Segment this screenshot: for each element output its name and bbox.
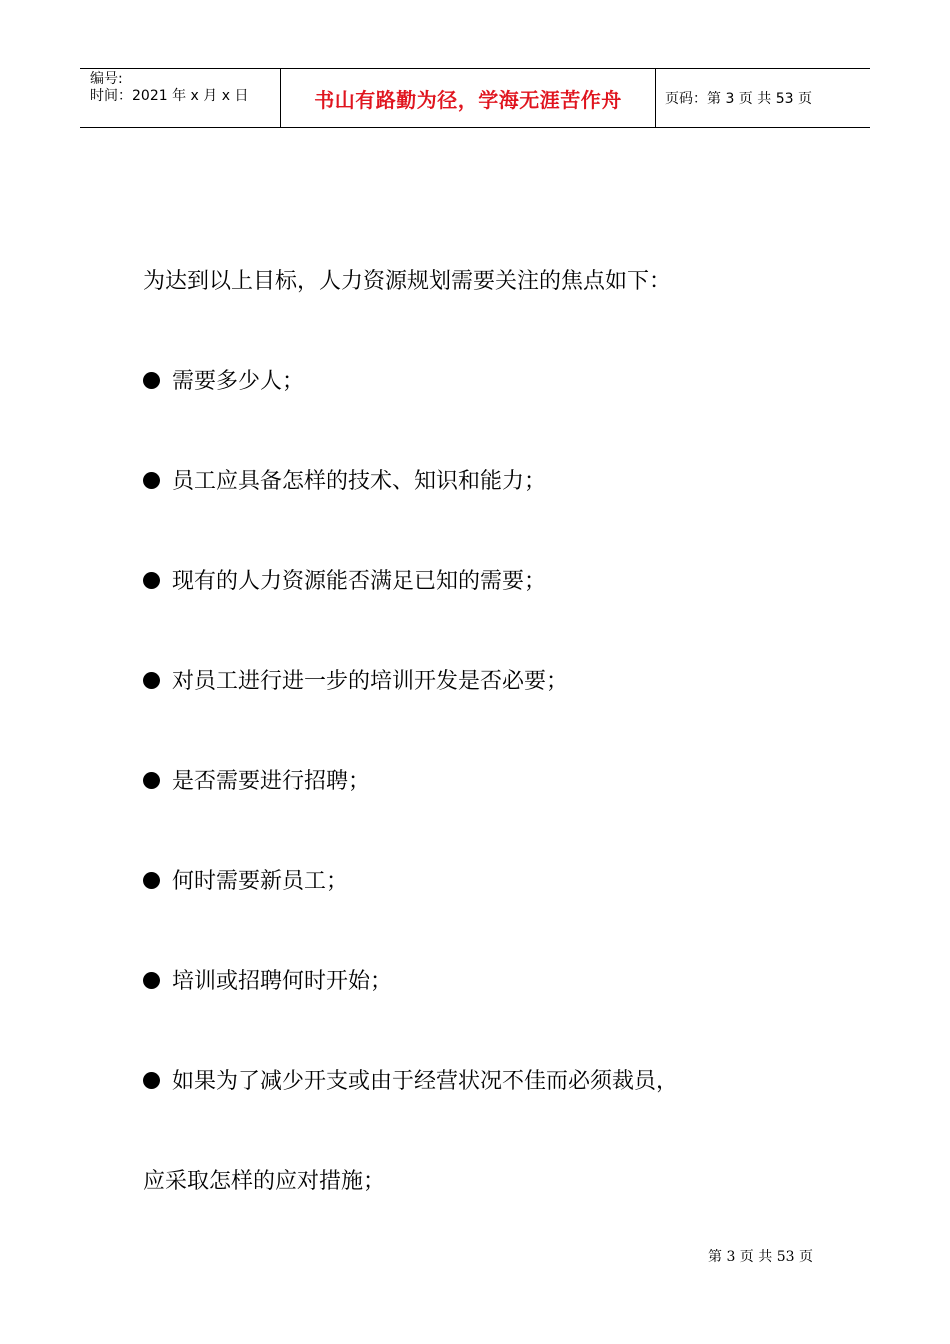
bullet-icon	[143, 872, 160, 889]
bullet-icon	[143, 972, 160, 989]
intro-paragraph: 为达到以上目标，人力资源规划需要关注的焦点如下：	[143, 269, 672, 294]
list-item	[143, 662, 568, 702]
list-item	[143, 462, 546, 502]
list-item	[143, 362, 304, 402]
bullet-icon	[143, 672, 160, 689]
list-item-text: 现有的人力资源能否满足已知的需要；	[172, 569, 547, 594]
list-item	[143, 1062, 678, 1102]
header-motto: 书山有路勤为径，学海无涯苦作舟	[281, 69, 656, 127]
bullet-icon	[143, 1072, 160, 1089]
page-footer: 第 3 页 共 53 页	[708, 1249, 813, 1265]
list-item-text: 对员工进行进一步的培训开发是否必要；	[172, 669, 569, 694]
header-page-number: 页码：第 3 页 共 53 页	[665, 91, 812, 107]
time-label: 时间：2021 年 x 月 x 日	[90, 88, 249, 104]
bullet-icon	[143, 572, 160, 589]
list-item-text: 如果为了减少开支或由于经营状况不佳而必须裁员，	[172, 1069, 679, 1094]
bullet-icon	[143, 372, 160, 389]
list-item	[143, 962, 392, 1002]
bullet-icon	[143, 772, 160, 789]
list-item	[143, 762, 370, 802]
list-item	[143, 562, 546, 602]
list-item-text: 需要多少人；	[172, 369, 305, 394]
list-item-text: 是否需要进行招聘；	[172, 769, 371, 794]
list-item-text: 何时需要新员工；	[172, 869, 349, 894]
page-header	[80, 68, 870, 128]
number-label: 编号:	[90, 71, 123, 87]
list-item	[143, 862, 348, 902]
list-item-text: 员工应具备怎样的技术、知识和能力；	[172, 469, 547, 494]
header-meta	[80, 69, 281, 127]
list-item-text: 培训或招聘何时开始；	[172, 969, 393, 994]
continuation-paragraph: 应采取怎样的应对措施；	[143, 1169, 386, 1194]
bullet-icon	[143, 472, 160, 489]
